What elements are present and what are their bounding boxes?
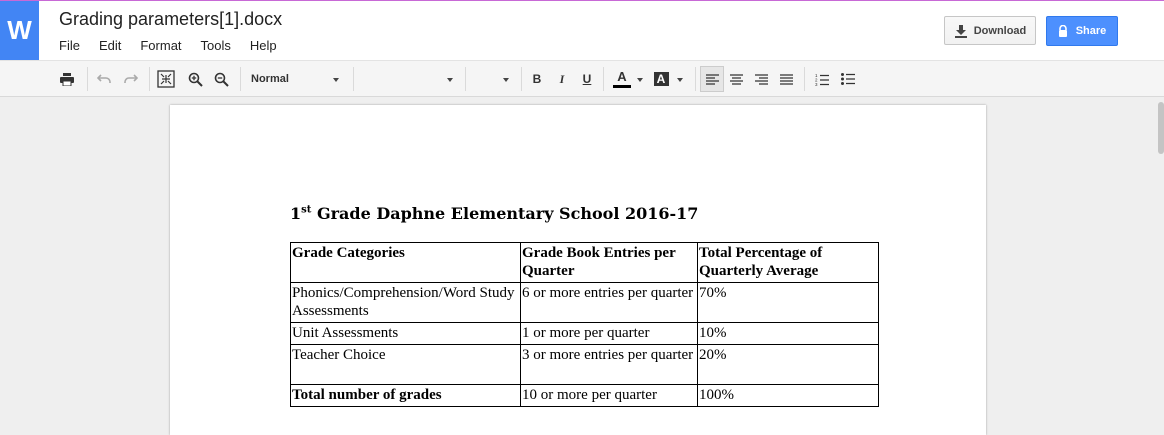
chevron-down-icon <box>677 78 683 82</box>
table-header-cell: Grade Categories <box>291 243 521 283</box>
toolbar-divider <box>87 67 88 91</box>
table-cell: 10% <box>698 323 879 345</box>
align-left-icon <box>706 74 719 85</box>
download-button[interactable] <box>944 16 1036 45</box>
zoom-in-icon <box>188 72 203 87</box>
share-button-label: Share <box>1075 25 1107 37</box>
undo-icon <box>97 74 111 84</box>
align-justify-icon <box>780 74 793 85</box>
align-left-button[interactable] <box>700 66 724 92</box>
table-cell: Teacher Choice <box>291 345 521 385</box>
underline-icon: U <box>582 72 592 86</box>
highlight-color-button[interactable] <box>650 61 672 97</box>
document-page[interactable] <box>170 105 986 435</box>
align-right-button[interactable] <box>750 61 772 97</box>
share-button[interactable] <box>1046 16 1118 46</box>
zoom-in-button[interactable] <box>184 61 206 97</box>
menu-bar <box>59 38 277 53</box>
underline-button[interactable] <box>577 61 597 97</box>
table-cell: 6 or more entries per quarter <box>521 283 698 323</box>
numbered-list-button[interactable] <box>811 61 833 97</box>
app-header <box>0 1 1164 60</box>
italic-button[interactable] <box>552 61 572 97</box>
chevron-down-icon <box>447 78 453 82</box>
chevron-down-icon <box>503 78 509 82</box>
menu-help[interactable]: Help <box>249 38 277 53</box>
table-cell: Unit Assessments <box>291 323 521 345</box>
toolbar-divider <box>353 67 354 91</box>
toolbar-divider <box>521 67 522 91</box>
heading-text: Grade Daphne Elementary School 2016-17 <box>311 204 699 223</box>
table-cell: Total number of grades <box>291 385 521 407</box>
table-cell: 20% <box>698 345 879 385</box>
menu-format[interactable]: Format <box>140 38 182 53</box>
table-cell: Phonics/Comprehension/Word Study Assessments <box>291 283 521 323</box>
heading-number: 1 <box>290 204 302 223</box>
undo-button[interactable] <box>93 61 115 97</box>
align-right-icon <box>755 74 768 85</box>
bold-icon: B <box>532 72 542 86</box>
fit-page-button[interactable] <box>155 61 177 97</box>
zoom-out-icon <box>214 72 229 87</box>
numbered-list-icon <box>815 73 829 86</box>
bold-button[interactable] <box>527 61 547 97</box>
text-color-button[interactable] <box>610 61 634 97</box>
menu-tools[interactable]: Tools <box>200 38 231 53</box>
text-color-icon: A <box>617 69 627 84</box>
lock-icon <box>1058 25 1068 37</box>
download-button-label: Download <box>973 24 1027 37</box>
table-cell: 1 or more per quarter <box>521 323 698 345</box>
table-row <box>291 345 879 385</box>
toolbar-divider <box>695 67 696 91</box>
fit-page-icon <box>157 70 175 88</box>
table-row <box>291 323 879 345</box>
text-color-swatch <box>613 85 631 88</box>
heading-ordinal: st <box>301 204 312 216</box>
highlight-color-icon: A <box>654 72 669 86</box>
formatting-toolbar <box>0 60 1164 97</box>
paragraph-style-dropdown[interactable] <box>251 61 346 97</box>
chevron-down-icon <box>637 78 643 82</box>
svg-text:3: 3 <box>815 81 818 86</box>
italic-icon: I <box>559 71 565 86</box>
bulleted-list-icon <box>841 73 855 85</box>
zoom-out-button[interactable] <box>210 61 232 97</box>
table-cell: 70% <box>698 283 879 323</box>
table-cell: 10 or more per quarter <box>521 385 698 407</box>
svg-text:2: 2 <box>815 77 818 82</box>
table-header-cell: Total Percentage of Quarterly Average <box>698 243 879 283</box>
redo-button[interactable] <box>120 61 142 97</box>
table-header-row <box>291 243 879 283</box>
table-cell: 100% <box>698 385 879 407</box>
table-total-row <box>291 385 879 407</box>
svg-text:1: 1 <box>815 72 818 78</box>
menu-edit[interactable]: Edit <box>98 38 122 53</box>
table-header-cell: Grade Book Entries per Quarter <box>521 243 698 283</box>
align-center-icon <box>730 74 743 85</box>
toolbar-divider <box>603 67 604 91</box>
menu-file[interactable]: File <box>59 38 80 53</box>
grading-table <box>290 242 879 407</box>
bulleted-list-button[interactable] <box>837 61 859 97</box>
download-icon <box>954 24 968 38</box>
table-cell: 3 or more entries per quarter <box>521 345 698 385</box>
document-title[interactable]: Grading parameters[1].docx <box>59 9 283 29</box>
align-justify-button[interactable] <box>775 61 797 97</box>
toolbar-divider <box>240 67 241 91</box>
document-heading <box>290 204 698 223</box>
toolbar-divider <box>465 67 466 91</box>
align-center-button[interactable] <box>725 61 747 97</box>
redo-icon <box>124 74 138 84</box>
word-logo[interactable]: W <box>0 1 39 60</box>
print-icon <box>60 73 74 86</box>
print-button[interactable] <box>56 61 78 97</box>
toolbar-divider <box>149 67 150 91</box>
table-row <box>291 283 879 323</box>
paragraph-style-value: Normal <box>251 73 289 85</box>
toolbar-divider <box>804 67 805 91</box>
scrollbar-thumb[interactable] <box>1158 102 1164 154</box>
chevron-down-icon <box>333 78 339 82</box>
